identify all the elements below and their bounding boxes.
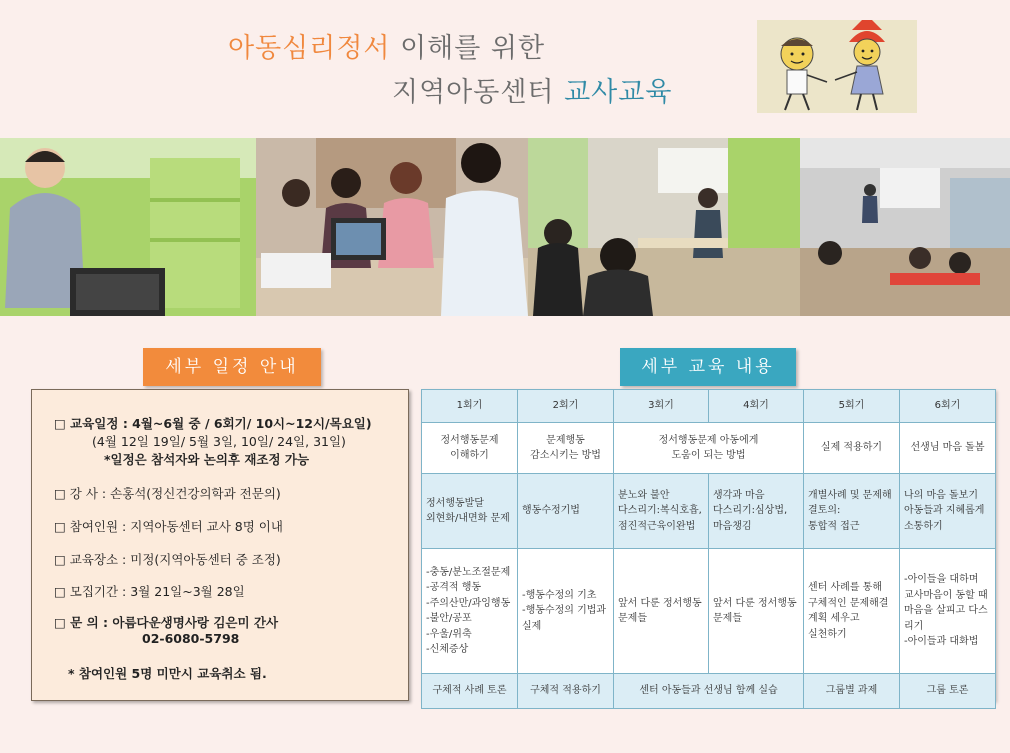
activity-6: 그룹 토론 — [900, 674, 996, 709]
children-illustration — [757, 20, 917, 113]
schedule-info-box — [31, 389, 409, 701]
topic-5: 실제 적용하기 — [804, 423, 900, 474]
venue: □ 교육장소 : 미정(지역아동센터 중 조정) — [54, 552, 281, 567]
activity-2: 구체적 적용하기 — [518, 674, 614, 709]
header-session-3: 3회기 — [614, 390, 709, 423]
title-rest-2: 지역아동센터 — [392, 77, 565, 108]
recruit-period: □ 모집기간 : 3월 21일~3월 28일 — [54, 584, 245, 599]
topic-6: 선생님 마음 돌봄 — [900, 423, 996, 474]
activity-1: 구체적 사례 토론 — [422, 674, 518, 709]
detail-2: -행동수정의 기초 -행동수정의 기법과 실제 — [518, 549, 614, 674]
method-1: 정서행동발달 외현화/내면화 문제 — [422, 474, 518, 549]
header-session-5: 5회기 — [804, 390, 900, 423]
schedule-note: *일정은 참석자와 논의후 재조정 가능 — [104, 452, 310, 467]
detail-1: -충동/분노조절문제 -공격적 행동 -주의산만/과잉행동 -불안/공포 -우울/위축 -신체증상 — [422, 549, 518, 674]
cancel-note: * 참여인원 5명 미만시 교육취소 됨. — [68, 666, 267, 681]
photo-lecture-hall — [800, 138, 1010, 316]
topic-3-4: 정서행동문제 아동에게 도움이 되는 방법 — [614, 423, 804, 474]
schedule-dates: (4월 12일 19일/ 5월 3일, 10일/ 24일, 31일) — [92, 434, 346, 449]
topic-2: 문제행동 감소시키는 방법 — [518, 423, 614, 474]
title-line-2 — [392, 70, 672, 109]
method-5: 개별사례 및 문제해 결토의: 통합적 접근 — [804, 474, 900, 549]
method-4: 생각과 마음 다스리기:심상법, 마음챙김 — [709, 474, 804, 549]
method-3: 분노와 불안 다스리기:복식호흡, 점진적근육이완법 — [614, 474, 709, 549]
header-session-2: 2회기 — [518, 390, 614, 423]
activity-5: 그룹별 과제 — [804, 674, 900, 709]
detail-6: -아이들을 대하며 교사마음이 동할 때 마음을 살피고 다스 리기 -아이들과 대화법 — [900, 549, 996, 674]
lecturer: □ 강 사 : 손홍석(정신건강의학과 전문의) — [54, 486, 281, 501]
photo-classroom — [528, 138, 800, 316]
method-6: 나의 마음 돌보기 아동들과 지혜롭게 소통하기 — [900, 474, 996, 549]
header-session-1: 1회기 — [422, 390, 518, 423]
header-session-6: 6회기 — [900, 390, 996, 423]
activity-3-4: 센터 아동들과 선생님 함께 실습 — [614, 674, 804, 709]
photo-participants — [256, 138, 528, 316]
photo-lecturer — [0, 138, 256, 316]
method-2: 행동수정기법 — [518, 474, 614, 549]
title-accent-2: 교사교육 — [564, 77, 673, 108]
contact: □ 문 의 : 아름다운생명사랑 김은미 간사 — [54, 615, 279, 630]
schedule-main: □ 교육일정 : 4월~6월 중 / 6회기/ 10시~12시/목요일) — [54, 416, 372, 431]
title-line-1 — [228, 26, 545, 65]
photo-strip — [0, 138, 1010, 316]
contact-phone: 02-6080-5798 — [142, 631, 240, 646]
participants: □ 참여인원 : 지역아동센터 교사 8명 이내 — [54, 519, 283, 534]
detail-3: 앞서 다룬 정서행동 문제들 — [614, 549, 709, 674]
detail-5: 센터 사례를 통해 구체적인 문제해결 계획 세우고 실천하기 — [804, 549, 900, 674]
detail-4: 앞서 다룬 정서행동 문제들 — [709, 549, 804, 674]
header-session-4: 4회기 — [709, 390, 804, 423]
schedule-button[interactable]: 세부 일정 안내 — [143, 348, 321, 386]
title-accent-1: 아동심리정서 — [228, 33, 391, 64]
title-rest-1: 이해를 위한 — [390, 33, 546, 64]
content-button[interactable]: 세부 교육 내용 — [620, 348, 796, 386]
topic-1: 정서행동문제 이해하기 — [422, 423, 518, 474]
curriculum-table — [421, 389, 995, 701]
